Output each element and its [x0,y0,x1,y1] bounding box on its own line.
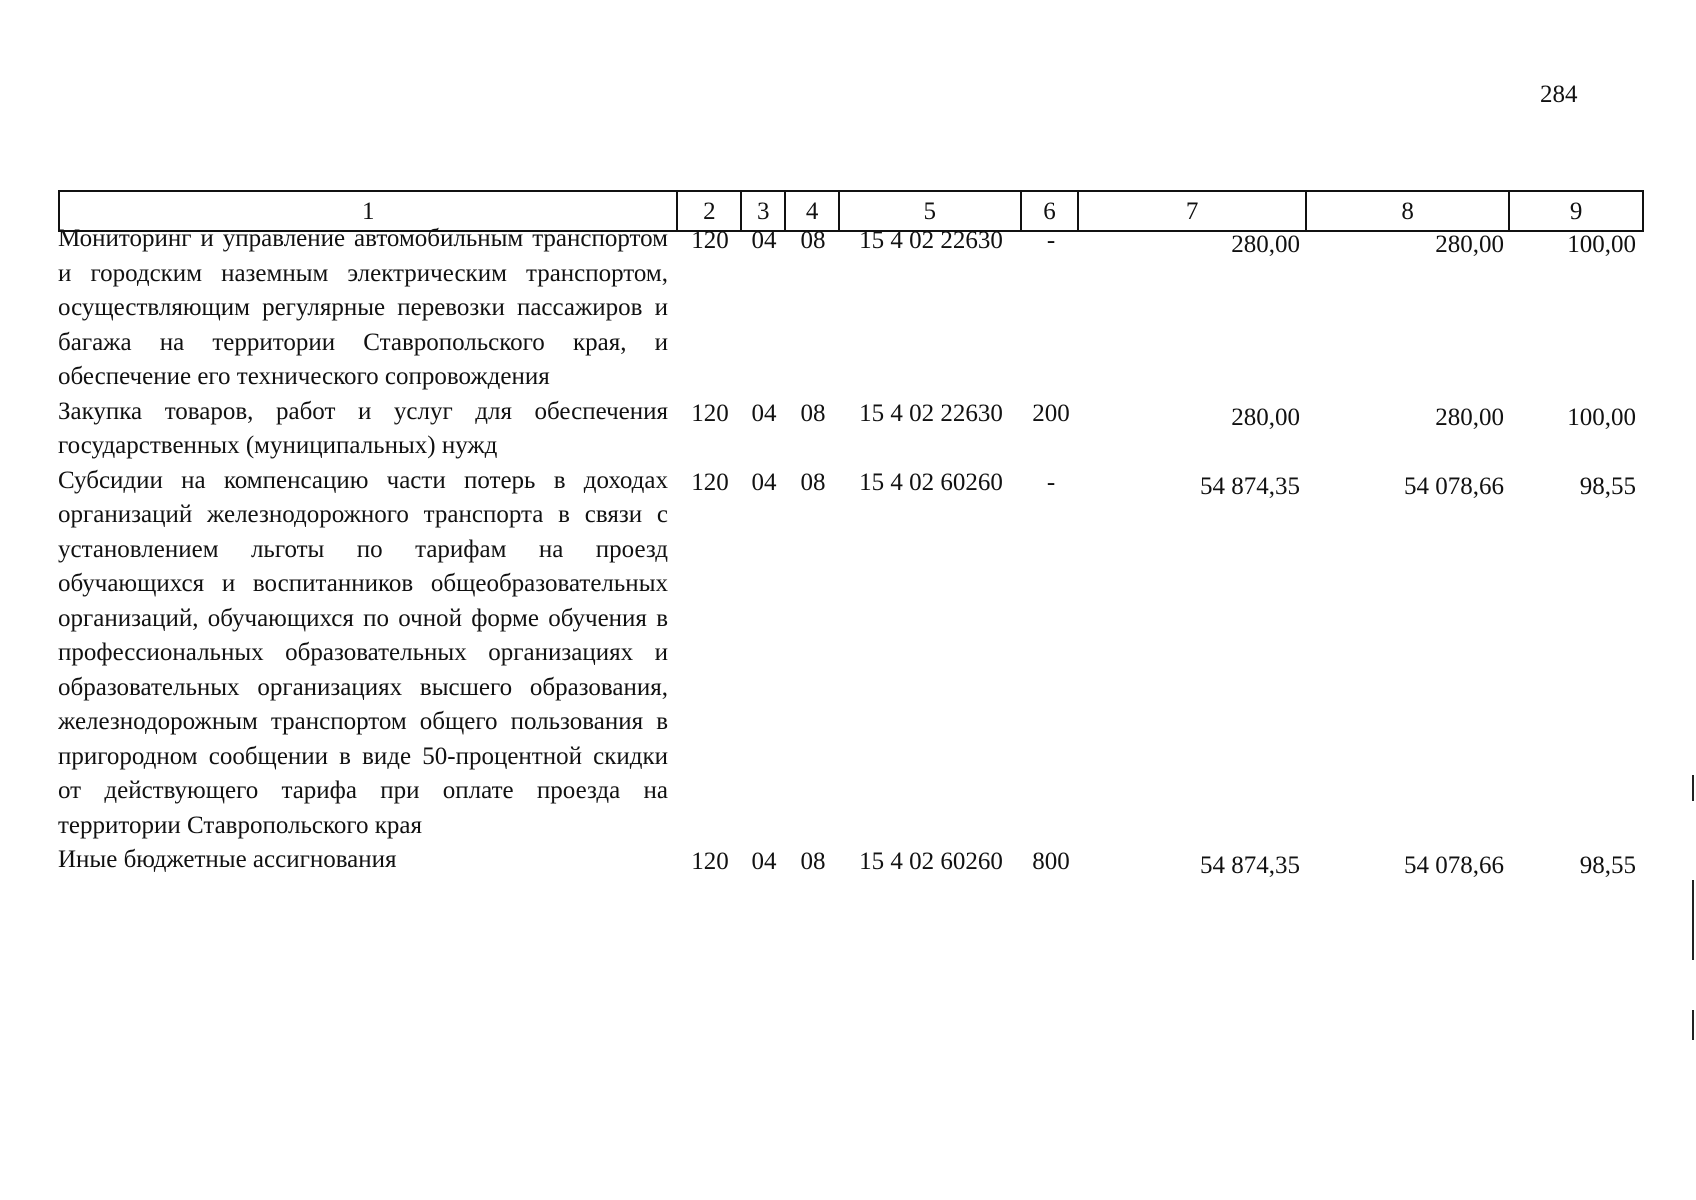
row-col-4: 08 [800,399,826,427]
row-col-6: 800 [1032,848,1070,875]
row-name: Закупка товаров, работ и услуг для обеспечения государственных (муниципальных) нужд [58,397,668,459]
row-col-9: 100,00 [1567,231,1636,258]
header-col-9: 9 [1569,198,1583,225]
row-col-6: 200 [1032,399,1070,427]
row-name: Мониторинг и управление автомобильным транспортом и городским наземным электрическим транспортом, осуществляющим регулярные перевозки пассажиров и багажа на территории Ставропольского края, и обеспечение его технического сопровождения [58,225,668,390]
row-col-8: 280,00 [1435,403,1504,431]
row-col-7: 280,00 [1231,403,1300,431]
header-col-3: 3 [742,192,786,230]
row-col-7: 54 874,35 [1200,472,1300,500]
row-col-4: 08 [800,227,826,254]
row-col-9: 98,55 [1579,852,1636,879]
row-col-2: 120 [691,399,729,427]
row-col-8: 54 078,66 [1404,472,1504,500]
row-col-4: 08 [800,848,826,875]
row-col-7: 280,00 [1231,231,1300,258]
row-col-2: 120 [691,227,729,254]
header-col-5: 5 [840,192,1022,230]
header-col-4: 4 [786,192,840,230]
header-col-6: 6 [1022,192,1080,230]
row-col-5: 15 4 02 22630 [859,399,1003,427]
row-col-8: 54 078,66 [1404,852,1504,879]
table-row [58,222,1644,395]
row-col-5: 15 4 02 60260 [859,468,1003,496]
header-col-7: 7 [1079,192,1306,230]
row-col-3: 04 [751,468,777,496]
row-col-8: 280,00 [1435,231,1504,258]
table-row [58,395,1644,464]
scan-edge-mark [1692,775,1694,801]
scan-edge-mark [1692,880,1694,960]
header-col-2: 2 [678,192,742,230]
header-col-8: 8 [1307,192,1510,230]
page-number: 284 [1540,81,1578,108]
row-col-7: 54 874,35 [1200,852,1300,879]
table-body [58,222,1644,884]
row-name: Субсидии на компенсацию части потерь в доходах организаций железнодорожного транспорта в связи с установлением льготы по тарифам на проезд обучающихся и воспитанников общеобразовательных организаций, обучающихся по очной форме обучения в профессиональных образовательных организациях и образовательных организациях высшего образования, железнодорожным транспортом общего пользования в пригородном сообщении в виде 50-процентной скидки от действующего тарифа при оплате проезда на территории Ставропольского края [58,466,668,839]
row-col-6: - [1046,468,1056,496]
row-name: Иные бюджетные ассигнования [58,846,397,873]
row-col-4: 08 [800,468,826,496]
table-row [58,843,1644,884]
table-row [58,464,1644,844]
header-col-1: 1 [60,192,678,230]
row-col-6: - [1046,227,1056,254]
row-col-2: 120 [691,468,729,496]
row-col-3: 04 [751,848,777,875]
row-col-2: 120 [691,848,729,875]
row-col-9: 98,55 [1579,472,1636,500]
row-col-3: 04 [751,399,777,427]
row-col-3: 04 [751,227,777,254]
scan-edge-mark [1692,1010,1694,1040]
row-col-5: 15 4 02 60260 [859,848,1003,875]
row-col-9: 100,00 [1567,403,1636,431]
row-col-5: 15 4 02 22630 [859,227,1003,254]
